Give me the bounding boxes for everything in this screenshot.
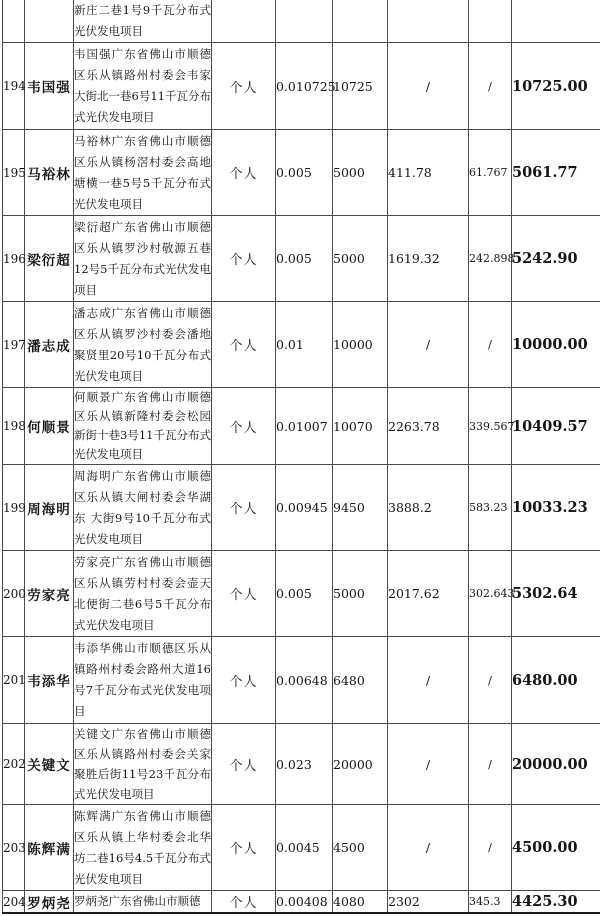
project-description-cell: 罗炳尧广东省佛山市顺德 [74, 891, 212, 914]
name-cell: 关键文 [25, 724, 74, 805]
value-cell: 339.567 [469, 388, 512, 465]
applicant-type-cell: 个人 [212, 302, 276, 388]
rate-cell: 0.00945 [276, 465, 333, 551]
value-cell: / [388, 805, 469, 891]
total-cell: 4500.00 [512, 805, 600, 891]
table-row [3, 0, 600, 43]
applicant-type-cell: 个人 [212, 724, 276, 805]
total-cell: 10409.57 [512, 388, 600, 465]
rate-cell: 0.005 [276, 216, 333, 302]
row-number-cell: 203 [3, 805, 25, 891]
amount-cell [333, 0, 388, 43]
table-row [3, 302, 600, 388]
amount-cell: 5000 [333, 130, 388, 216]
name-cell: 梁衍超 [25, 216, 74, 302]
name-cell: 罗炳尧 [25, 891, 74, 914]
table-row [3, 805, 600, 891]
row-number-cell: 200 [3, 551, 25, 637]
project-description-cell: 周海明广东省佛山市顺德区乐从镇大闸村委会华湖东 大街9号10千瓦分布式光伏发电项目 [74, 465, 212, 551]
amount-cell: 20000 [333, 724, 388, 805]
rate-cell: 0.023 [276, 724, 333, 805]
value-cell: 583.23 [469, 465, 512, 551]
table-row [3, 216, 600, 302]
total-cell: 6480.00 [512, 637, 600, 724]
value-cell [469, 0, 512, 43]
total-cell [512, 0, 600, 43]
row-number-cell: 196 [3, 216, 25, 302]
applicant-type-cell: 个人 [212, 43, 276, 130]
amount-cell: 5000 [333, 551, 388, 637]
table-row [3, 130, 600, 216]
name-cell: 周海明 [25, 465, 74, 551]
value-cell: 1619.32 [388, 216, 469, 302]
value-cell: 2302 [388, 891, 469, 914]
total-cell: 10000.00 [512, 302, 600, 388]
name-cell: 韦国强 [25, 43, 74, 130]
total-cell: 10725.00 [512, 43, 600, 130]
total-cell: 5302.64 [512, 551, 600, 637]
value-cell: 411.78 [388, 130, 469, 216]
name-cell: 何顺景 [25, 388, 74, 465]
name-cell: 韦添华 [25, 637, 74, 724]
amount-cell: 9450 [333, 465, 388, 551]
value-cell: 2263.78 [388, 388, 469, 465]
table-row [3, 637, 600, 724]
project-description-cell: 何顺景广东省佛山市顺德区乐从镇新隆村委会松园新街十巷3号11千瓦分布式光伏发电项目 [74, 388, 212, 465]
row-number-cell [3, 0, 25, 43]
total-cell: 20000.00 [512, 724, 600, 805]
row-number-cell: 198 [3, 388, 25, 465]
row-number-cell: 202 [3, 724, 25, 805]
row-number-cell: 199 [3, 465, 25, 551]
name-cell: 潘志成 [25, 302, 74, 388]
value-cell: / [388, 637, 469, 724]
project-description-cell: 新庄二巷1号9千瓦分布式光伏发电项目 [74, 0, 212, 43]
total-cell: 4425.30 [512, 891, 600, 914]
name-cell: 陈辉满 [25, 805, 74, 891]
amount-cell: 10000 [333, 302, 388, 388]
name-cell [25, 0, 74, 43]
amount-cell: 6480 [333, 637, 388, 724]
applicant-type-cell: 个人 [212, 388, 276, 465]
table-row [3, 891, 600, 914]
total-cell: 5242.90 [512, 216, 600, 302]
name-cell: 劳家亮 [25, 551, 74, 637]
value-cell: 345.3 [469, 891, 512, 914]
project-description-cell: 韦国强广东省佛山市顺德区乐从镇路州村委会韦家大街北一巷6号11千瓦分布式光伏发电项目 [74, 43, 212, 130]
applicant-type-cell: 个人 [212, 465, 276, 551]
project-description-cell: 韦添华佛山市顺德区乐从镇路州村委会路州大道16号7千瓦分布式光伏发电项目 [74, 637, 212, 724]
rate-cell: 0.00408 [276, 891, 333, 914]
table-row [3, 43, 600, 130]
value-cell: / [388, 302, 469, 388]
value-cell: / [469, 302, 512, 388]
row-number-cell: 201 [3, 637, 25, 724]
row-number-cell: 195 [3, 130, 25, 216]
value-cell: 2017.62 [388, 551, 469, 637]
rate-cell: 0.010725 [276, 43, 333, 130]
amount-cell: 5000 [333, 216, 388, 302]
row-number-cell: 194 [3, 43, 25, 130]
applicant-type-cell: 个人 [212, 216, 276, 302]
table-row [3, 388, 600, 465]
amount-cell: 10725 [333, 43, 388, 130]
pv-projects-table [2, 0, 600, 914]
value-cell: / [469, 637, 512, 724]
applicant-type-cell: 个人 [212, 637, 276, 724]
table-row [3, 551, 600, 637]
value-cell: / [469, 805, 512, 891]
rate-cell [276, 0, 333, 43]
applicant-type-cell: 个人 [212, 891, 276, 914]
applicant-type-cell [212, 0, 276, 43]
amount-cell: 4080 [333, 891, 388, 914]
value-cell: / [469, 724, 512, 805]
applicant-type-cell: 个人 [212, 130, 276, 216]
project-description-cell: 劳家亮广东省佛山市顺德区乐从镇劳村村委会壶天北便街二巷6号5千瓦分布式光伏发电项目 [74, 551, 212, 637]
amount-cell: 10070 [333, 388, 388, 465]
value-cell: / [388, 43, 469, 130]
total-cell: 5061.77 [512, 130, 600, 216]
rate-cell: 0.005 [276, 551, 333, 637]
project-description-cell: 关键文广东省佛山市顺德区乐从镇路州村委会关家聚胜后街11号23千瓦分布式光伏发电项目 [74, 724, 212, 805]
project-description-cell: 陈辉满广东省佛山市顺德区乐从镇上华村委会北华坊二巷16号4.5千瓦分布式光伏发电项目 [74, 805, 212, 891]
value-cell: 3888.2 [388, 465, 469, 551]
amount-cell: 4500 [333, 805, 388, 891]
project-description-cell: 潘志成广东省佛山市顺德区乐从镇罗沙村委会潘地聚贤里20号10千瓦分布式光伏发电项目 [74, 302, 212, 388]
rate-cell: 0.0045 [276, 805, 333, 891]
value-cell: / [388, 724, 469, 805]
table-row [3, 724, 600, 805]
table-row [3, 465, 600, 551]
project-description-cell: 马裕林广东省佛山市顺德区乐从镇杨滘村委会高地塘横一巷5号5千瓦分布式光伏发电项目 [74, 130, 212, 216]
value-cell: 302.643 [469, 551, 512, 637]
value-cell: 242.898 [469, 216, 512, 302]
rate-cell: 0.00648 [276, 637, 333, 724]
row-number-cell: 197 [3, 302, 25, 388]
value-cell: 61.767 [469, 130, 512, 216]
total-cell: 10033.23 [512, 465, 600, 551]
applicant-type-cell: 个人 [212, 805, 276, 891]
value-cell [388, 0, 469, 43]
rate-cell: 0.005 [276, 130, 333, 216]
applicant-type-cell: 个人 [212, 551, 276, 637]
rate-cell: 0.01 [276, 302, 333, 388]
project-description-cell: 梁衍超广东省佛山市顺德区乐从镇罗沙村敬源五巷12号5千瓦分布式光伏发电项目 [74, 216, 212, 302]
row-number-cell: 204 [3, 891, 25, 914]
rate-cell: 0.01007 [276, 388, 333, 465]
name-cell: 马裕林 [25, 130, 74, 216]
value-cell: / [469, 43, 512, 130]
